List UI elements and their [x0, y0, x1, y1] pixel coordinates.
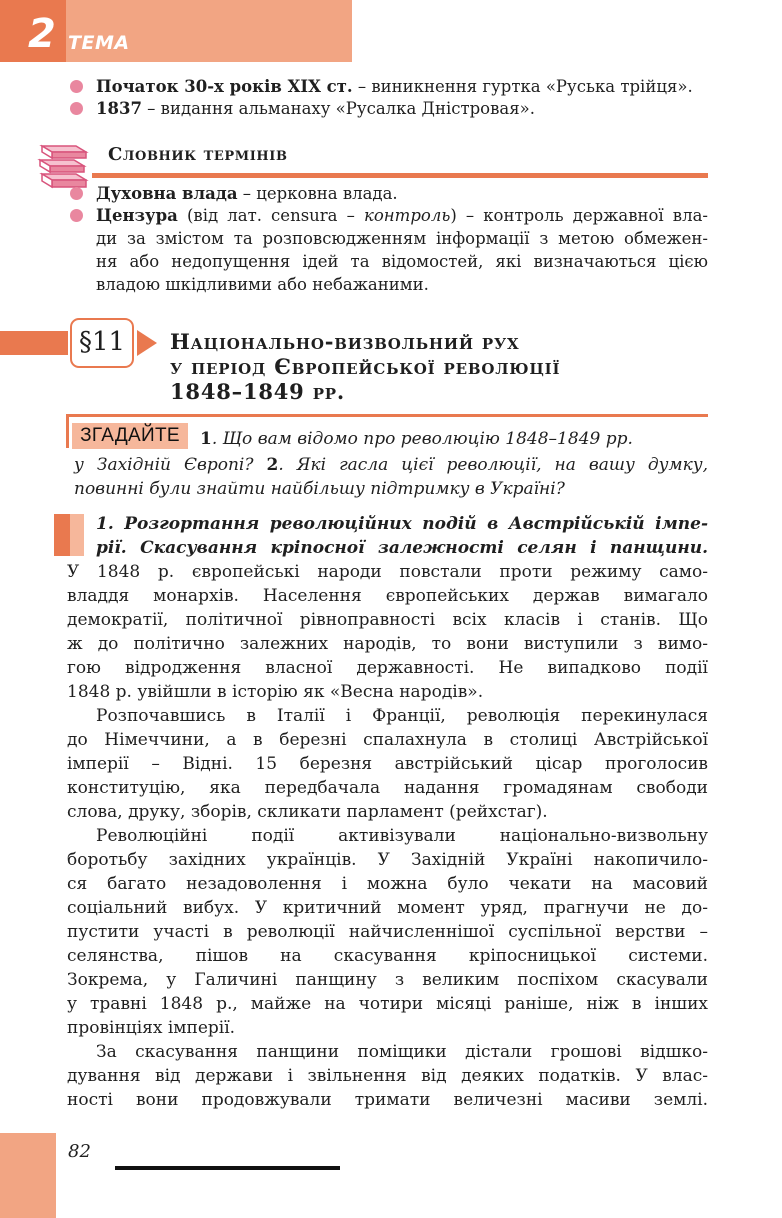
body-line: ності вони продовжували тримати величезні масиви землі.: [67, 1090, 708, 1110]
body-line: слова, друку, зборів, скликати парламент (рейхстаг).: [67, 802, 548, 822]
body-line: гою відродження власної державності. Не випадково події: [67, 658, 708, 678]
body-line: дування від держави і звільнення від деяких податків. У влас-: [67, 1066, 708, 1086]
recall-badge-label: ЗГАДАЙТЕ: [80, 425, 180, 446]
body-line: владдя монархів. Населення європейських держав вимагало: [67, 586, 708, 606]
glossary-term: Цензура (від лат. censura – контроль) – контроль державної вла-: [96, 206, 708, 225]
recall-question: у Західній Європі? 2. Які гасла цієї революції, на вашу думку,: [74, 455, 709, 475]
recall-frame-left: [66, 414, 69, 448]
paragraph-heading: рії. Скасування кріпосної залежності селян і панщини.: [96, 538, 708, 558]
bullet-icon: [70, 187, 83, 200]
books-icon: [36, 140, 92, 194]
paragraph-marker: [54, 514, 70, 556]
recall-frame-top: [66, 414, 708, 417]
chronology-date: 1837: [96, 99, 142, 118]
body-line: імперії – Відні. 15 березня австрійський цісар проголосив: [67, 754, 708, 774]
page-side-band: [0, 1133, 56, 1218]
bullet-icon: [70, 80, 83, 93]
body-line: Розпочавшись в Італії і Франції, революція перекинулася: [96, 706, 708, 726]
term-definition-line: ня або недопущення ідей та відомостей, які визначаються цією: [96, 252, 708, 271]
body-line: боротьбу західних українців. У Західній Україні накопичило-: [67, 850, 708, 870]
body-line: соціальний вибух. У критичний момент уряд, прагнучи не до-: [67, 898, 708, 918]
glossary-rule: [92, 173, 708, 178]
paragraph-heading: 1. Розгортання революційних подій в Австрійській імпе-: [96, 514, 708, 534]
body-line: Зокрема, у Галичині панщину з великим поспіхом скасували: [67, 970, 708, 990]
body-line: За скасування панщини поміщики дістали грошові відшко-: [96, 1042, 708, 1062]
page-number: 82: [68, 1141, 91, 1162]
section-title-line: 1848–1849 рр.: [170, 379, 345, 404]
chronology-date: Початок 30-х років XIX ст.: [96, 77, 353, 96]
term-definition-line: ди за змістом та розповсюдженням інформації з метою обмежен-: [96, 229, 708, 248]
body-line: Революційні події активізували національно-визвольну: [96, 826, 708, 846]
body-line: у травні 1848 р., майже на чотири місяці раніше, ніж в інших: [67, 994, 708, 1014]
body-line: демократії, політичної рівноправності всіх класів і станів. Що: [67, 610, 708, 630]
paragraph-marker-light: [70, 514, 84, 556]
body-line: ж до політично залежних народів, то вони виступили з вимо-: [67, 634, 708, 654]
term-name: Цензура: [96, 206, 178, 225]
body-line: пустити участі в революції найчисленнішої суспільної верстви –: [67, 922, 708, 942]
chapter-number: 2: [28, 11, 56, 57]
page-footer-rule: [115, 1166, 340, 1170]
term-definition: – церковна влада.: [237, 184, 398, 203]
body-line: конституцію, яка передбачала надання громадянам свободи: [67, 778, 708, 798]
body-line: 1848 р. увійшли в історію як «Весна народів».: [67, 682, 484, 702]
recall-question: повинні були знайти найбільшу підтримку в Україні?: [74, 479, 565, 499]
body-line: провінціях імперії.: [67, 1018, 236, 1038]
bullet-icon: [70, 209, 83, 222]
latin-meaning: контроль: [364, 206, 451, 225]
section-title-line: у період Європейської революції: [170, 354, 561, 379]
glossary-title: Словник термінів: [108, 144, 288, 165]
term-definition-line: владою шкідливими або небажаними.: [96, 275, 429, 294]
chapter-label: ТЕМА: [68, 32, 130, 54]
chronology-item: [96, 76, 693, 98]
section-bar: [0, 331, 68, 355]
body-line: до Німеччини, а в березні спалахнула в столиці Австрійської: [67, 730, 708, 750]
section-number: §11: [78, 327, 126, 357]
recall-question: 1. Що вам відомо про революцію 1848–1849 рр.: [200, 429, 633, 449]
bullet-icon: [70, 102, 83, 115]
section-title-line: Національно-визвольний рух: [170, 329, 520, 354]
body-line: селянства, пішов на скасування кріпосницької системи.: [67, 946, 708, 966]
section-arrow-icon: [137, 330, 157, 356]
term-name: Духовна влада: [96, 184, 238, 203]
chronology-text: – виникнення гуртка «Руська трійця».: [352, 77, 693, 96]
glossary-term: [96, 183, 398, 205]
chronology-item: [96, 98, 535, 120]
body-line: ся багато незадоволення і можна було чекати на масовий: [67, 874, 708, 894]
chronology-text: – видання альманаху «Русалка Дністровая».: [141, 99, 535, 118]
body-line: У 1848 р. європейські народи повстали проти режиму само-: [67, 562, 708, 582]
